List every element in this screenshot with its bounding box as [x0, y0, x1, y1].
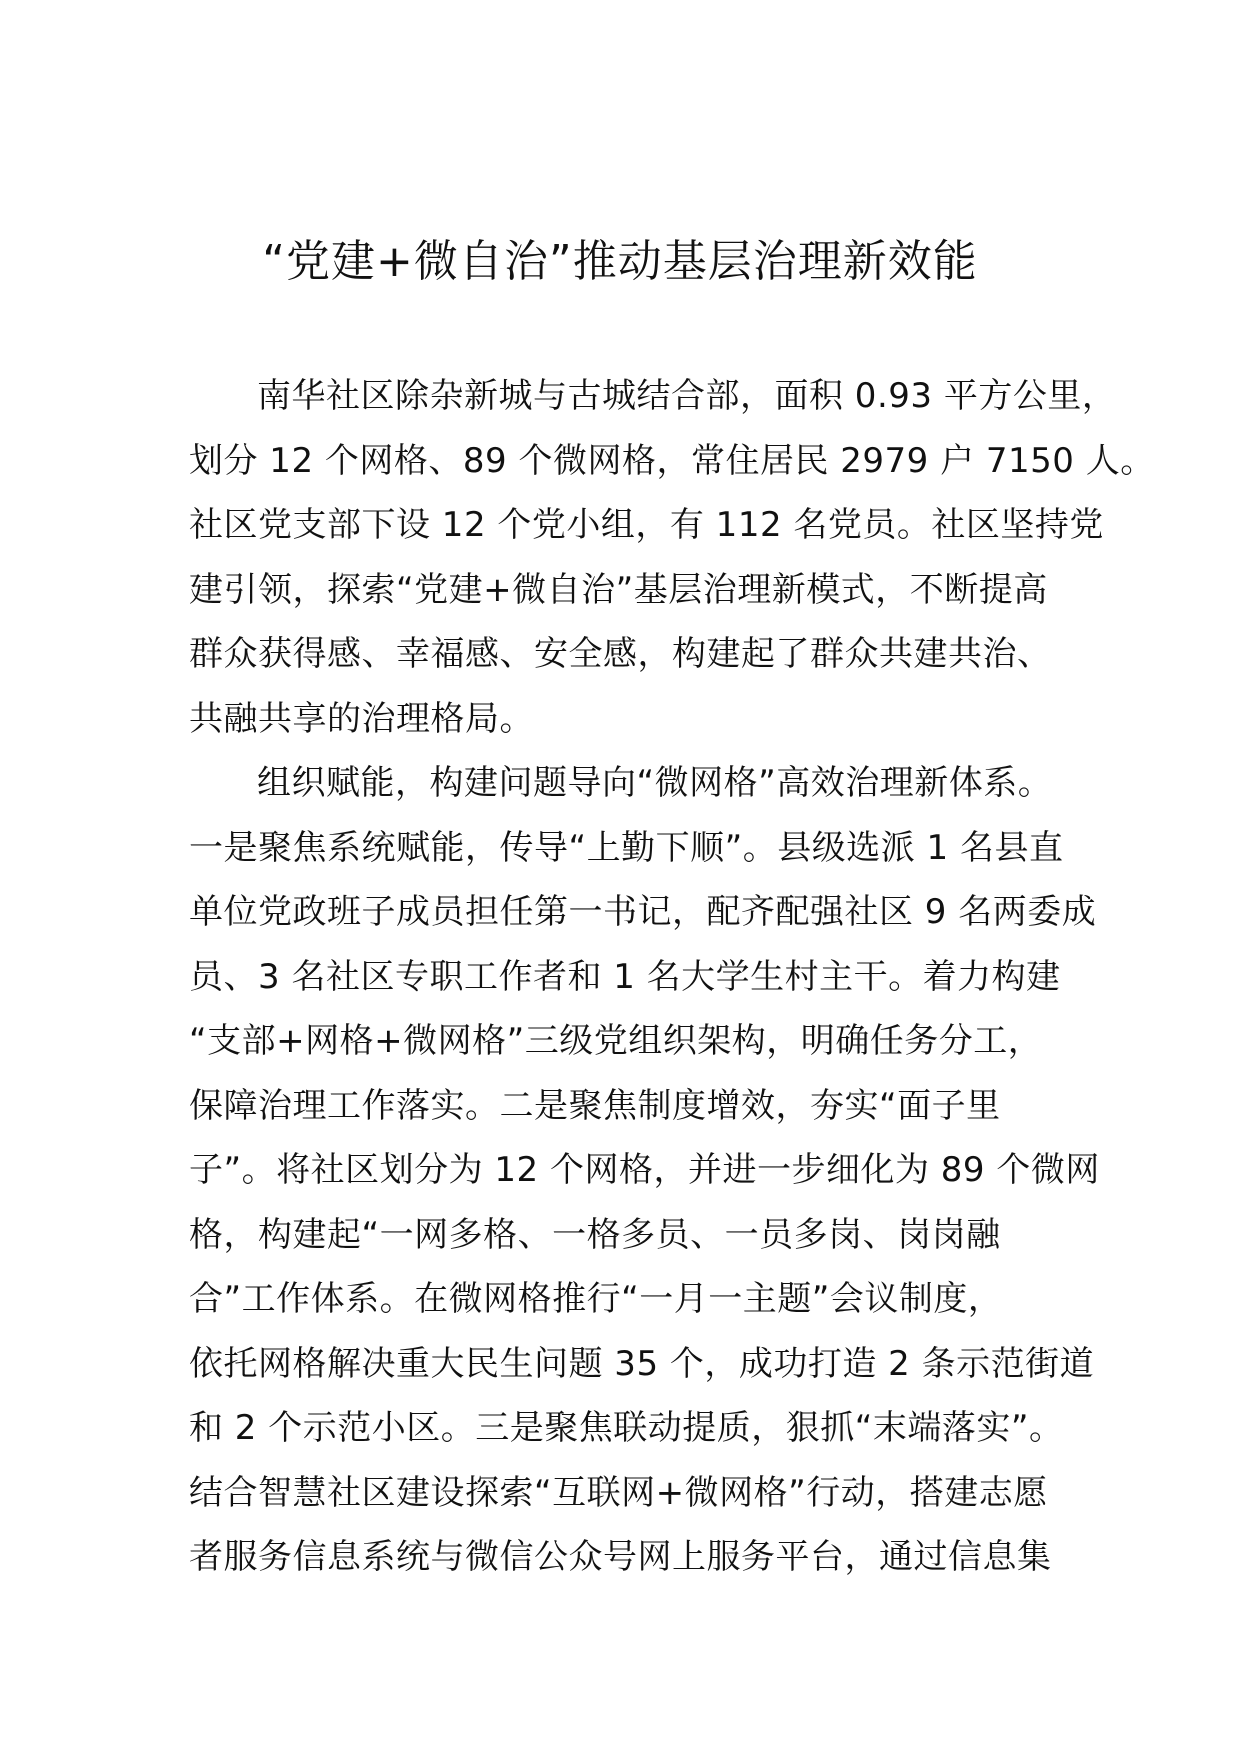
paragraph-1-line-5: 群众获得感、幸福感、安全感，构建起了群众共建共治、: [189, 634, 1052, 674]
paragraph-2-line-10: 依托网格解决重大民生问题 35 个，成功打造 2 条示范街道: [189, 1343, 1095, 1384]
document-title: “党建+微自治”推动基层治理新效能: [262, 236, 978, 287]
paragraph-1-line-2: 划分 12 个网格、89 个微网格，常住居民 2979 户 7150 人。: [189, 440, 1155, 481]
paragraph-2-line-5: “支部+网格+微网格”三级党组织架构，明确任务分工，: [189, 1021, 1043, 1061]
paragraph-2-line-12: 结合智慧社区建设探索“互联网+微网格”行动，搭建志愿: [189, 1472, 1048, 1513]
paragraph-2-line-7: 子”。将社区划分为 12 个网格，并进一步细化为 89 个微网: [189, 1150, 1100, 1190]
paragraph-2-line-9: 合”工作体系。在微网格推行“一月一主题”会议制度，: [189, 1279, 1003, 1319]
paragraph-2-line-11: 和 2 个示范小区。三是聚焦联动提质，狠抓“末端落实”。: [189, 1408, 1064, 1448]
paragraph-1-line-1: 南华社区除杂新城与古城结合部，面积 0.93 平方公里，: [257, 376, 1117, 416]
paragraph-2-line-3: 单位党政班子成员担任第一书记，配齐配强社区 9 名两委成: [189, 892, 1097, 932]
document-body: [189, 364, 1155, 1590]
paragraph-1-line-6: 共融共享的治理格局。: [189, 698, 534, 739]
paragraph-2-line-4: 员、3 名社区专职工作者和 1 名大学生村主干。着力构建: [189, 956, 1061, 997]
paragraph-1-line-3: 社区党支部下设 12 个党小组，有 112 名党员。社区坚持党: [189, 505, 1104, 545]
paragraph-2-line-1: 组织赋能，构建问题导向“微网格”高效治理新体系。: [257, 763, 1053, 803]
paragraph-2-line-6: 保障治理工作落实。二是聚焦制度增效，夯实“面子里: [189, 1085, 1001, 1126]
paragraph-1-line-4: 建引领，探索“党建+微自治”基层治理新模式，不断提高: [189, 569, 1048, 610]
paragraph-2-line-8: 格，构建起“一网多格、一格多员、一员多岗、岗岗融: [189, 1214, 1001, 1255]
paragraph-2-line-13: 者服务信息系统与微信公众号网上服务平台，通过信息集: [189, 1537, 1052, 1577]
paragraph-2-line-2: 一是聚焦系统赋能，传导“上勤下顺”。县级选派 1 名县直: [189, 827, 1064, 868]
